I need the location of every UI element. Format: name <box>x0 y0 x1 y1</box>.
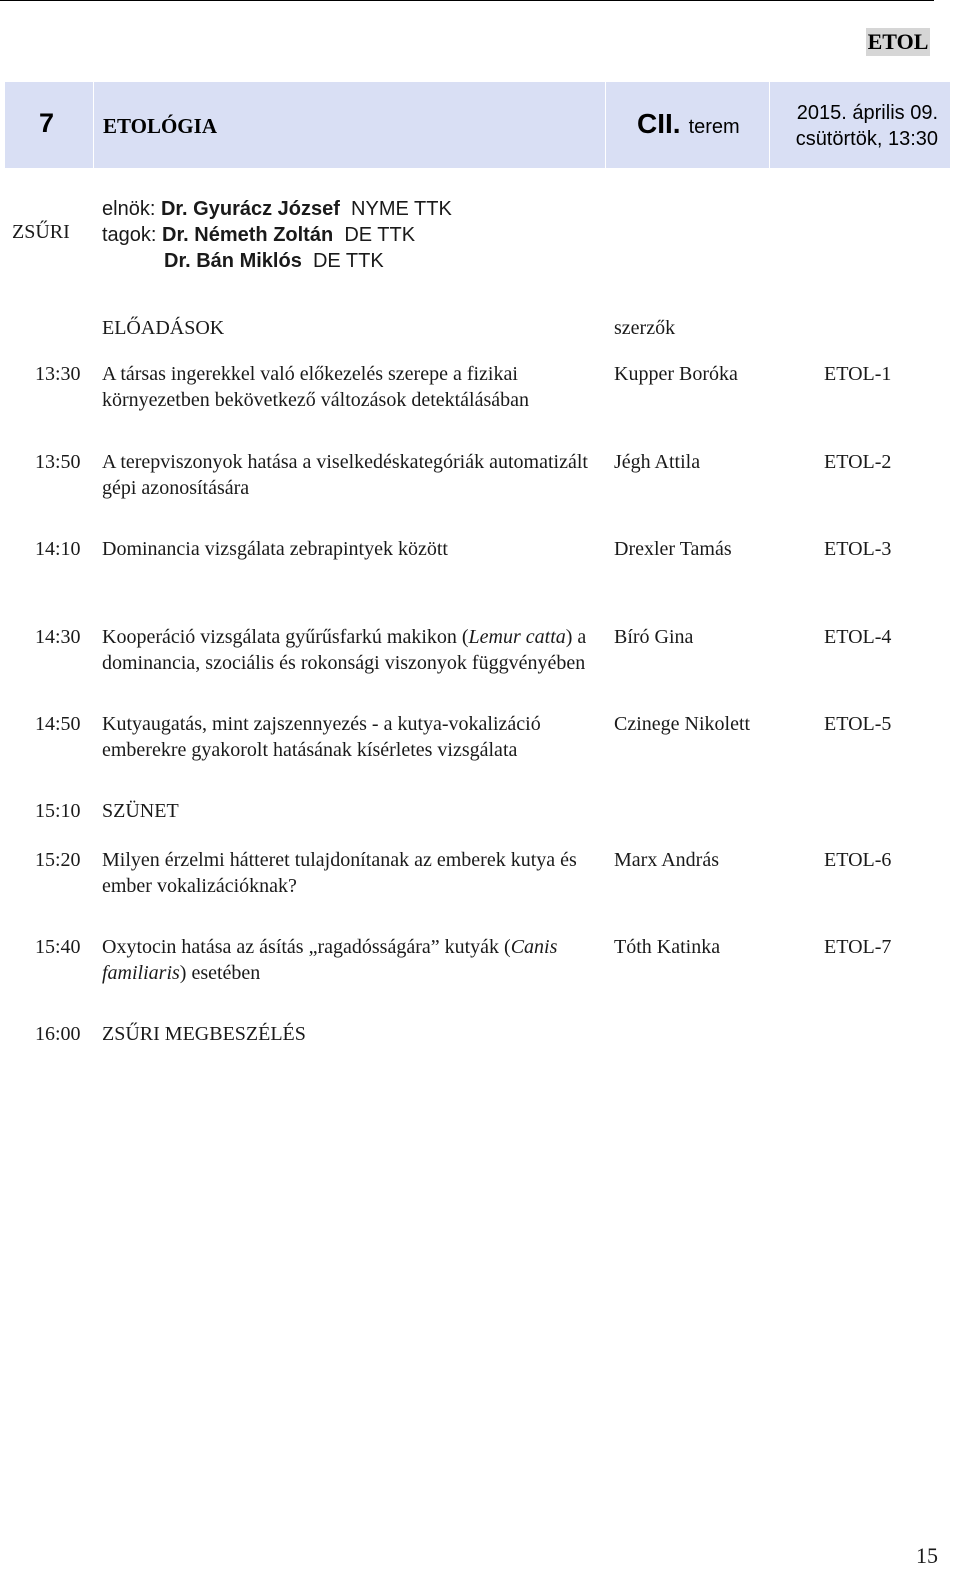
talk-time: 15:20 <box>35 849 81 871</box>
room-code: CII. <box>637 108 681 139</box>
page-number: 15 <box>916 1543 938 1568</box>
top-rule <box>0 0 934 1</box>
talk-time: 14:50 <box>35 713 81 735</box>
species-name: Canis familiaris <box>102 936 558 984</box>
talks-header: ELŐADÁSOK <box>102 317 225 339</box>
talk-author: Tóth Katinka <box>614 936 721 958</box>
session-datetime <box>790 100 938 152</box>
banner-divider <box>93 82 94 168</box>
session-date: 2015. április 09. <box>796 102 938 124</box>
talk-time: 14:30 <box>35 626 81 648</box>
talk-author: Jégh Attila <box>614 451 701 473</box>
talk-time: 15:10 <box>35 800 81 822</box>
talk-time: 13:50 <box>35 451 81 473</box>
section-tag: ETOL <box>867 29 929 54</box>
talk-time: 14:10 <box>35 538 81 560</box>
jury-list <box>102 196 452 274</box>
talk-author: Czinege Nikolett <box>614 713 751 735</box>
talk-code: ETOL-4 <box>824 626 892 648</box>
talk-title: Dominancia vizsgálata zebrapintyek között <box>102 538 448 560</box>
talk-code: ETOL-6 <box>824 849 892 871</box>
talk-code: ETOL-7 <box>824 936 892 958</box>
jury-chair: elnök: Dr. Gyurácz József NYME TTK <box>102 198 452 220</box>
banner-divider <box>605 82 606 168</box>
session-banner <box>5 82 950 168</box>
session-subject: ETOLÓGIA <box>103 114 217 138</box>
talk-time: 16:00 <box>35 1023 81 1045</box>
talk-code: ETOL-1 <box>824 363 892 385</box>
talk-code: ETOL-2 <box>824 451 892 473</box>
talk-author: Marx András <box>614 849 719 871</box>
jury-member: tagok: Dr. Németh Zoltán DE TTK <box>102 224 416 246</box>
room-word: terem <box>688 116 740 138</box>
jury-meeting-label: ZSŰRI MEGBESZÉLÉS <box>102 1023 306 1045</box>
species-name: Lemur catta <box>468 626 566 648</box>
talk-author: Bíró Gina <box>614 626 694 648</box>
session-number: 7 <box>39 108 55 138</box>
talk-author: Drexler Tamás <box>614 538 732 560</box>
talk-time: 13:30 <box>35 363 81 385</box>
banner-divider <box>769 82 770 168</box>
break-label: SZÜNET <box>102 800 179 822</box>
talk-title: Kooperáció vizsgálata gyűrűsfarkú makikon (Lemur catta) a dominancia, szociális és rokonsági viszonyok függvényében <box>102 626 587 674</box>
talk-title: A terepviszonyok hatása a viselkedéskategóriák automatizált gépi azonosítására <box>102 451 588 499</box>
talk-title: Milyen érzelmi hátteret tulajdonítanak az emberek kutya és ember vokalizációknak? <box>102 849 577 897</box>
talk-code: ETOL-5 <box>824 713 892 735</box>
talk-time: 15:40 <box>35 936 81 958</box>
talk-author: Kupper Boróka <box>614 363 738 385</box>
session-day-time: csütörtök, 13:30 <box>795 128 938 150</box>
talk-code: ETOL-3 <box>824 538 892 560</box>
talk-title: Oxytocin hatása az ásítás „ragadósságára” kutyák (Canis familiaris) esetében <box>102 936 558 984</box>
jury-member: Dr. Bán Miklós DE TTK <box>164 250 384 272</box>
authors-header: szerzők <box>614 317 676 339</box>
talk-title: A társas ingerekkel való előkezelés szerepe a fizikai környezetben bekövetkező változások detektálásában <box>102 363 530 411</box>
session-room <box>637 108 740 140</box>
jury-label: ZSŰRI <box>12 221 70 243</box>
talk-title: Kutyaugatás, mint zajszennyezés - a kutya-vokalizáció emberekre gyakorolt hatásának kísérletes vizsgálata <box>102 713 541 761</box>
